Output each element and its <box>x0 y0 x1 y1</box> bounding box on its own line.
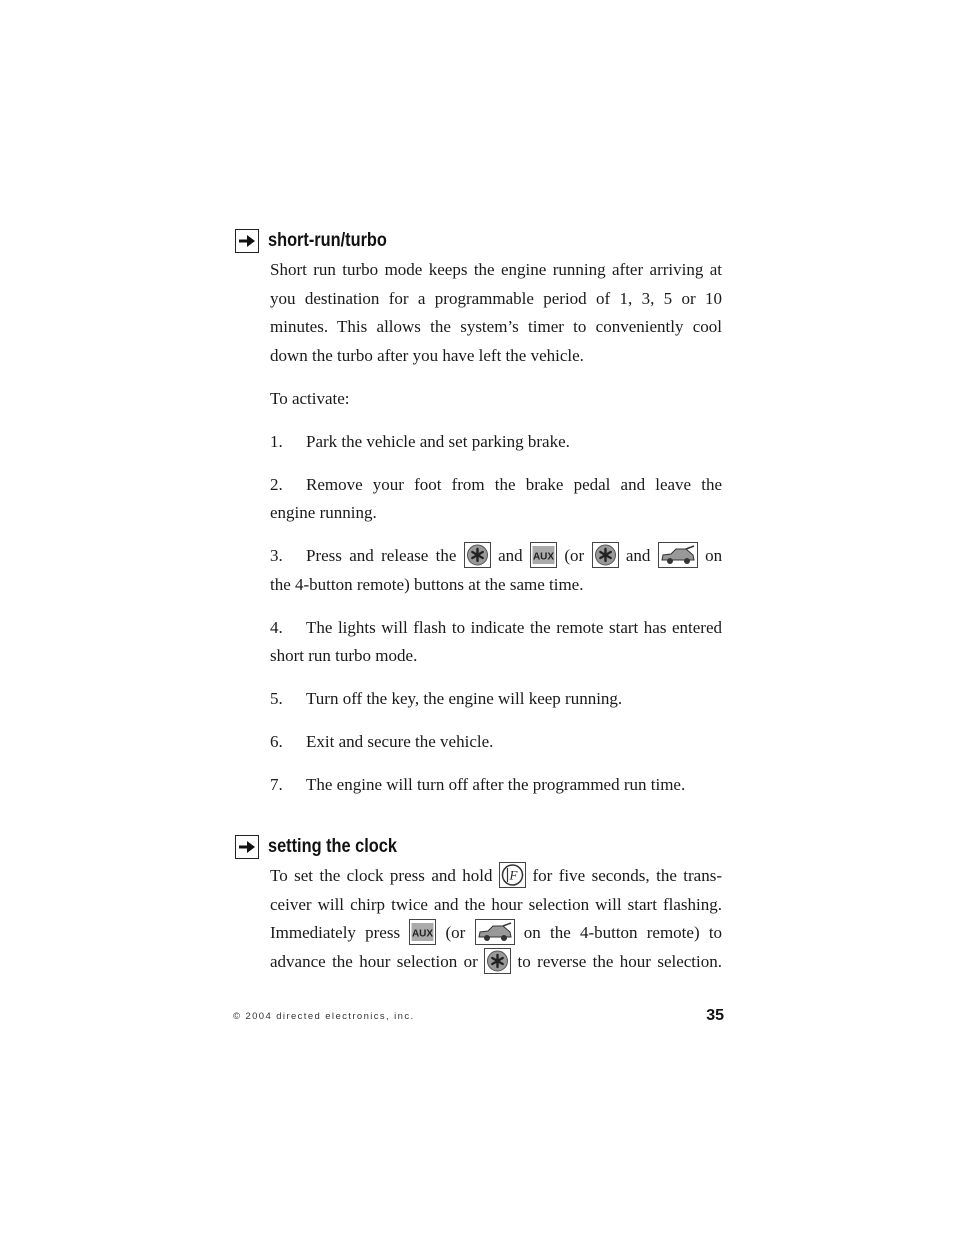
car-trunk-button-icon <box>475 919 515 945</box>
asterisk-button-icon <box>464 542 491 568</box>
car-trunk-button-icon <box>658 542 698 568</box>
section-body-short-run-turbo <box>270 256 722 800</box>
step-4: 4. The lights will flash to indicate the remote start has entered short run turbo mode. <box>270 617 722 665</box>
section-title: setting the clock <box>268 836 397 857</box>
svg-text:AUX: AUX <box>532 551 555 563</box>
asterisk-button-icon <box>592 542 619 568</box>
step-3: 3. Press and release the and AUX (or and on the 4-button remote) buttons at the same time. <box>270 542 722 599</box>
aux-button-icon <box>409 919 436 945</box>
section-body-setting-the-clock: To set the clock press and hold F for five seconds, the trans- ceiver will chirp twice and the hour selection will start flashing. Immediately press AUX (or on the 4-button remote) to advance the hour selection or to reverse the hour selection. <box>270 862 722 976</box>
section-heading-setting-the-clock <box>235 834 418 860</box>
step-7: 7. The engine will turn off after the programmed run time. <box>270 775 686 794</box>
asterisk-button-icon <box>484 948 511 974</box>
right-arrow-icon <box>235 229 259 253</box>
section-title: short-run/turbo <box>268 230 387 251</box>
intro-paragraph: Short run turbo mode keeps the engine running after arriving at you destination for a programmable period of 1, 3, 5 or 10 minutes. This allows the system’s timer to conveniently cool down the turbo after you have left the vehicle. <box>270 260 722 365</box>
copyright-notice: © 2004 directed electronics, inc. <box>233 1011 415 1022</box>
step-6: 6. Exit and secure the vehicle. <box>270 732 494 751</box>
function-button-icon <box>499 862 526 888</box>
aux-button-icon <box>530 542 557 568</box>
page-number: 35 <box>706 1007 724 1024</box>
step-1: 1. Park the vehicle and set parking brake. <box>270 431 570 451</box>
right-arrow-icon <box>235 835 259 859</box>
section-heading-short-run-turbo <box>235 228 406 254</box>
step-2: 2. Remove your foot from the brake pedal and leave the engine running. <box>270 474 722 522</box>
svg-text:F: F <box>509 867 518 883</box>
svg-text:AUX: AUX <box>412 928 434 940</box>
activate-label: To activate: <box>270 388 350 408</box>
step-5: 5. Turn off the key, the engine will keep running. <box>270 689 623 708</box>
